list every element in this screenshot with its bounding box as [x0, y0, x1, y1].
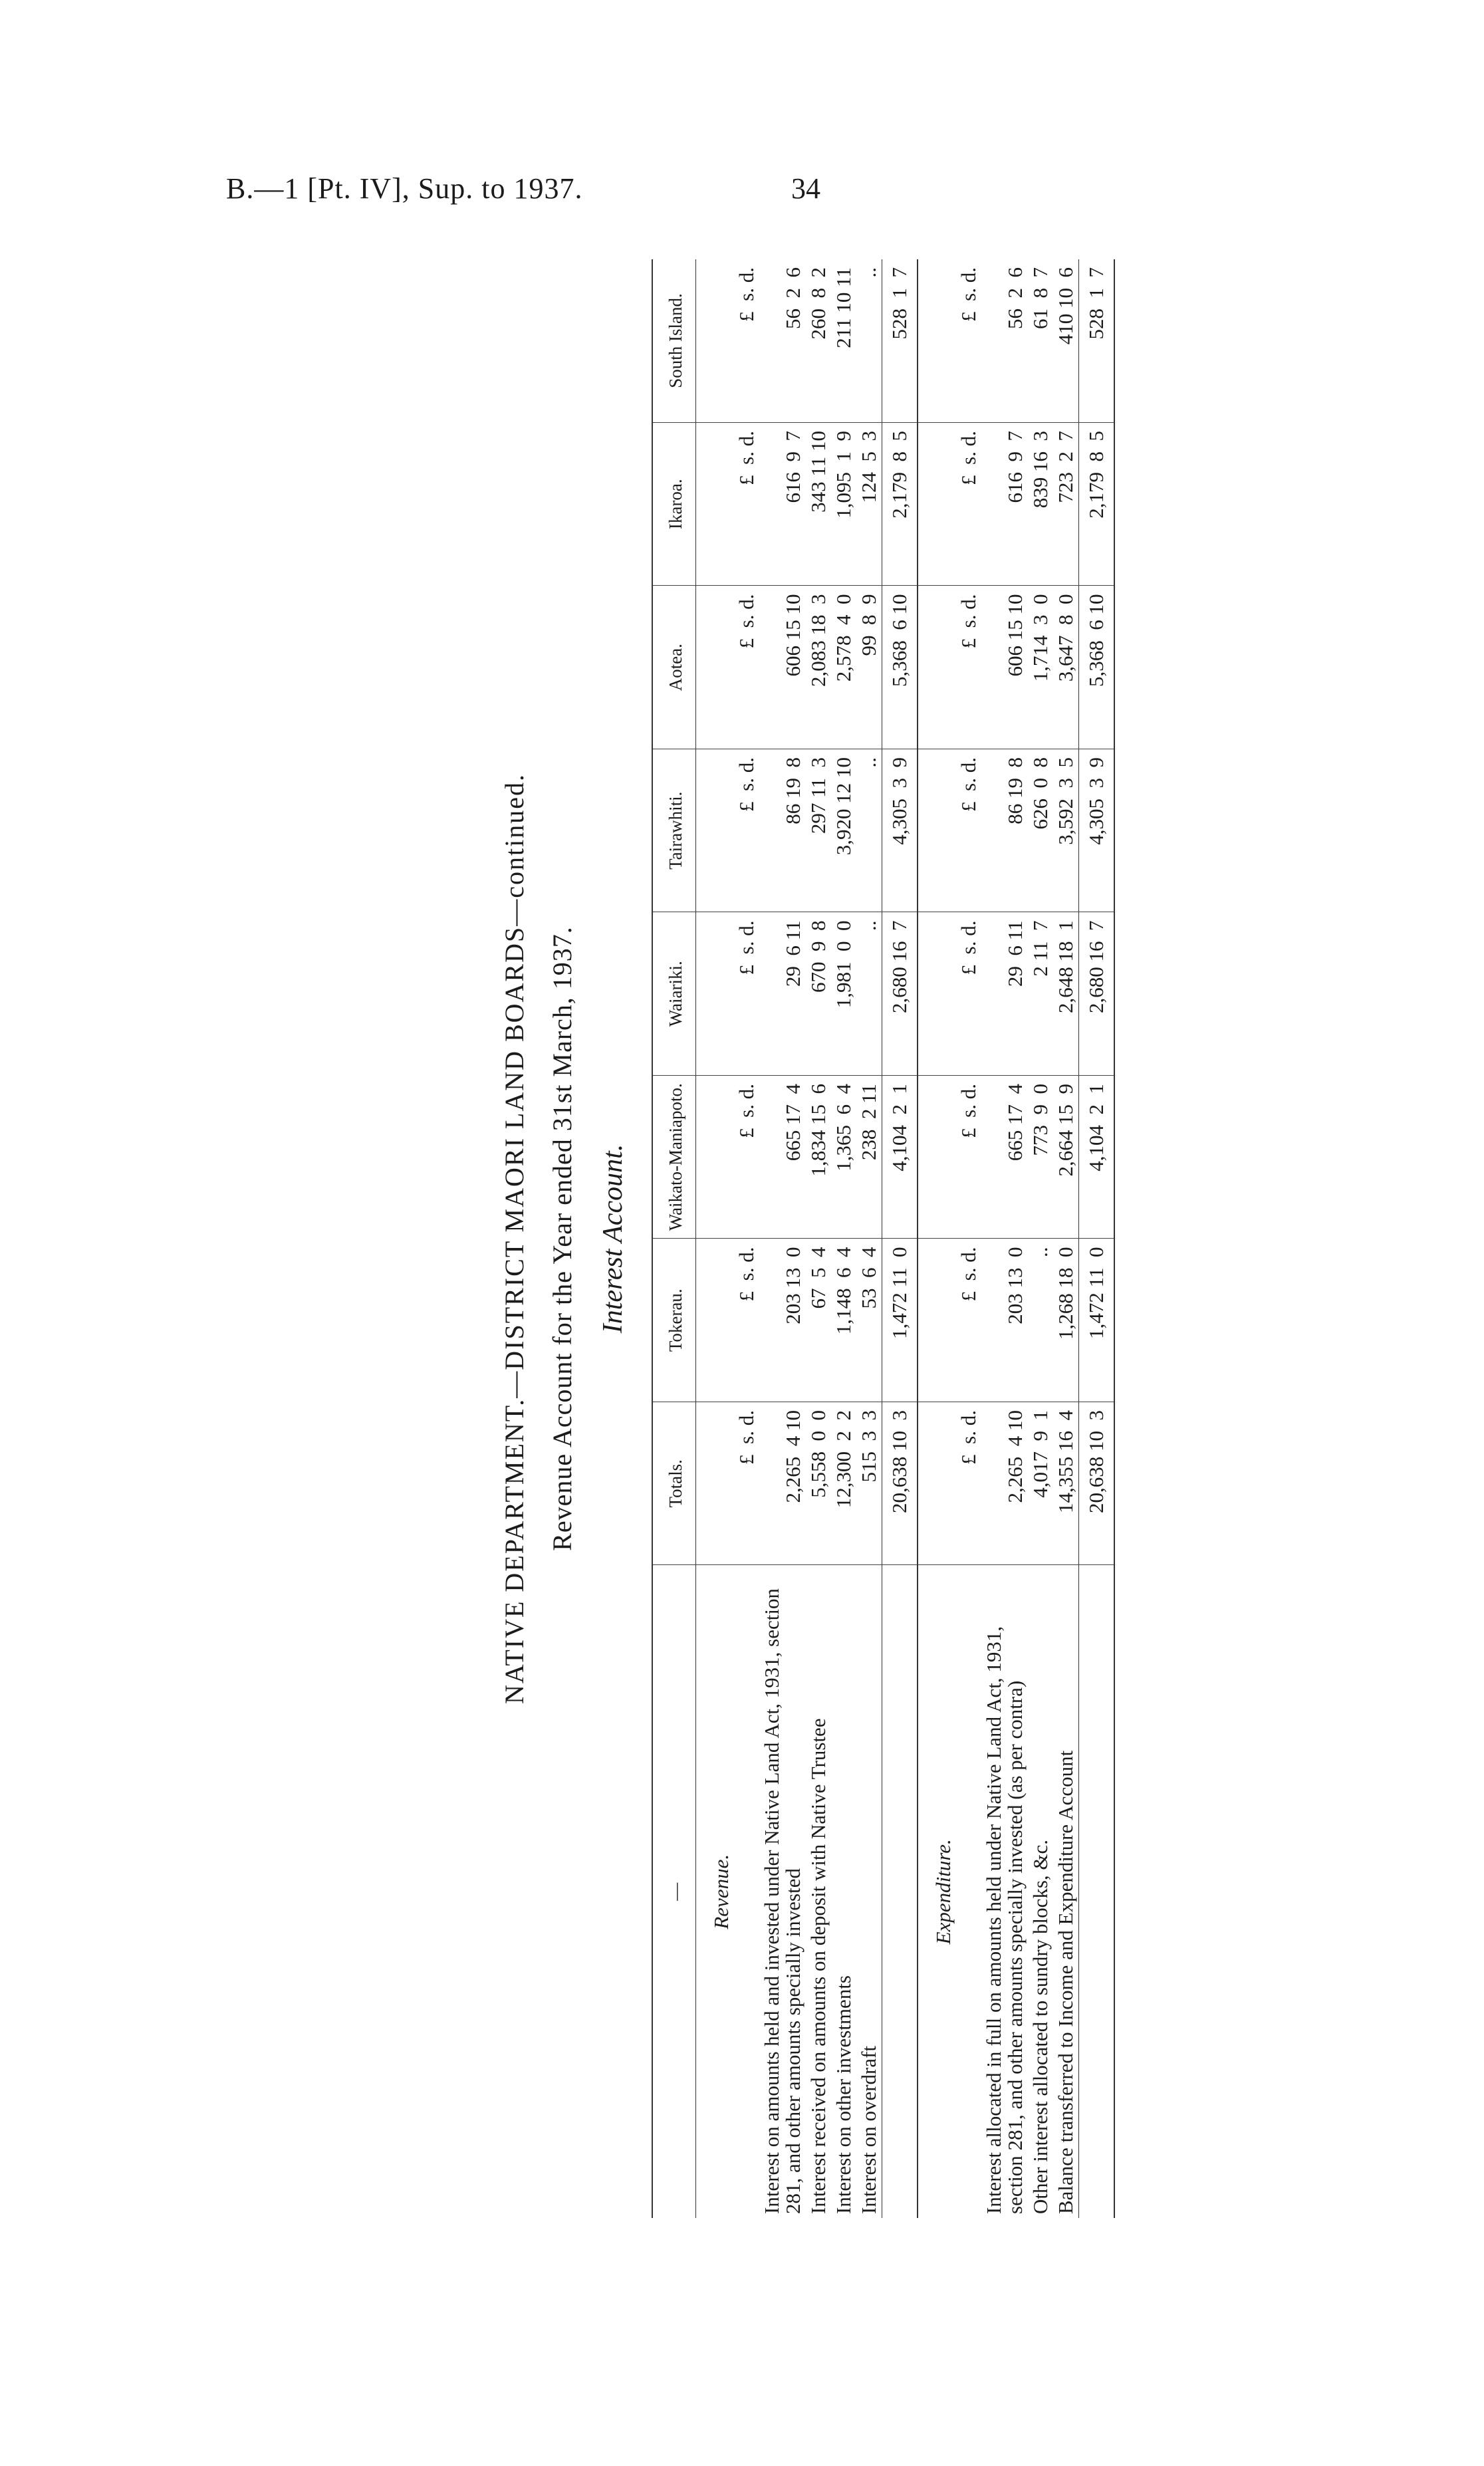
cell-value: 2,265 4 10	[981, 1402, 1028, 1566]
cell-value: 1,714 3 0	[1028, 586, 1053, 749]
revenue-total-row	[882, 259, 918, 2218]
unit-label: £ s. d.	[734, 1239, 759, 1402]
cell-value: 616 9 7	[759, 423, 806, 586]
cell-value: 2,664 15 9	[1053, 1076, 1079, 1239]
unit-label: £ s. d.	[734, 749, 759, 913]
cell-value: 12,300 2 2	[831, 1402, 856, 1566]
cell-value: 3,592 3 5	[1053, 749, 1079, 913]
cell-value: 203 13 0	[981, 1239, 1028, 1402]
cell-value: ..	[856, 749, 882, 913]
unit-label: £ s. d.	[956, 1239, 981, 1402]
rotated-table-frame	[492, 259, 1108, 2218]
table-row	[981, 259, 1028, 2218]
unit-label: £ s. d.	[734, 586, 759, 749]
unit-label: £ s. d.	[956, 749, 981, 913]
total-value: 2,680 16 7	[1079, 912, 1115, 1076]
cell-value: 1,268 18 0	[1053, 1239, 1079, 1402]
cell-value: 1,981 0 0	[831, 912, 856, 1076]
cell-value: 2 11 7	[1028, 912, 1053, 1076]
cell-value: 2,265 4 10	[759, 1402, 806, 1566]
row-label: Interest allocated in full on amounts held under Native Land Act, 1931, section 281, and other amounts specially invested (as per contra)	[982, 1626, 1027, 2214]
cell-value: 839 16 3	[1028, 423, 1053, 586]
cell-value: 86 19 8	[759, 749, 806, 913]
revenue-heading: Revenue.	[709, 1854, 733, 1929]
cell-value: 665 17 4	[981, 1076, 1028, 1239]
table-row	[856, 259, 882, 2218]
column-header-south-island: South Island.	[652, 259, 696, 423]
revenue-heading-row	[696, 259, 735, 2218]
total-value: 20,638 10 3	[1079, 1402, 1115, 1566]
interest-account-table	[652, 259, 1115, 2218]
sub-title: Revenue Account for the Year ended 31st March, 1937.	[547, 926, 577, 1551]
cell-value: 211 10 11	[831, 259, 856, 423]
cell-value: ..	[856, 259, 882, 423]
total-value: 1,472 11 0	[882, 1239, 918, 1402]
document-reference: B.—1 [Pt. IV], Sup. to 1937.	[226, 172, 583, 205]
cell-value: 616 9 7	[981, 423, 1028, 586]
cell-value: 5,558 0 0	[806, 1402, 831, 1566]
cell-value: 203 13 0	[759, 1239, 806, 1402]
cell-value: 3,647 8 0	[1053, 586, 1079, 749]
row-label: Interest on overdraft	[857, 2045, 880, 2214]
cell-value: 67 5 4	[806, 1239, 831, 1402]
total-value: 1,472 11 0	[1079, 1239, 1115, 1402]
cell-value: 29 6 11	[981, 912, 1028, 1076]
table-row	[1028, 259, 1053, 2218]
unit-label: £ s. d.	[956, 912, 981, 1076]
cell-value: 99 8 9	[856, 586, 882, 749]
page-header	[226, 172, 851, 211]
cell-value: 723 2 7	[1053, 423, 1079, 586]
row-label: Interest on amounts held and invested under Native Land Act, 1931, section 281, and other amounts specially invested	[760, 1588, 804, 2214]
page-number: 34	[791, 172, 820, 205]
unit-label: £ s. d.	[956, 423, 981, 586]
cell-value: 124 5 3	[856, 423, 882, 586]
cell-value: 2,578 4 0	[831, 586, 856, 749]
total-value: 4,104 2 1	[882, 1076, 918, 1239]
cell-value: 2,648 18 1	[1053, 912, 1079, 1076]
units-row	[956, 259, 981, 2218]
total-value: 2,179 8 5	[882, 423, 918, 586]
unit-label: £ s. d.	[734, 259, 759, 423]
cell-value: 670 9 8	[806, 912, 831, 1076]
unit-label: £ s. d.	[956, 586, 981, 749]
table-row	[1053, 259, 1079, 2218]
unit-label: £ s. d.	[956, 1076, 981, 1239]
cell-value: 773 9 0	[1028, 1076, 1053, 1239]
expenditure-total-row	[1079, 259, 1115, 2218]
unit-label: £ s. d.	[734, 912, 759, 1076]
cell-value: 4,017 9 1	[1028, 1402, 1053, 1566]
column-header-ikaroa: Ikaroa.	[652, 423, 696, 586]
cell-value: 238 2 11	[856, 1076, 882, 1239]
total-value: 528 1 7	[882, 259, 918, 423]
cell-value: 626 0 8	[1028, 749, 1053, 913]
cell-value: 3,920 12 10	[831, 749, 856, 913]
cell-value: 1,834 15 6	[806, 1076, 831, 1239]
total-value: 4,305 3 9	[1079, 749, 1115, 913]
row-label: Other interest allocated to sundry blocks, &c.	[1029, 1839, 1052, 2214]
total-value: 2,680 16 7	[882, 912, 918, 1076]
column-header-waikato-maniapoto: Waikato-Maniapoto.	[652, 1076, 696, 1239]
row-label: Balance transferred to Income and Expenditure Account	[1054, 1750, 1077, 2214]
cell-value: 1,148 6 4	[831, 1239, 856, 1402]
cell-value: 14,355 16 4	[1053, 1402, 1079, 1566]
total-value: 2,179 8 5	[1079, 423, 1115, 586]
column-header-waiariki: Waiariki.	[652, 912, 696, 1076]
unit-label: £ s. d.	[956, 1402, 981, 1566]
cell-value: 2,083 18 3	[806, 586, 831, 749]
unit-label: £ s. d.	[956, 259, 981, 423]
total-value: 20,638 10 3	[882, 1402, 918, 1566]
units-row	[734, 259, 759, 2218]
cell-value: 56 2 6	[981, 259, 1028, 423]
total-value: 5,368 6 10	[882, 586, 918, 749]
expenditure-heading-row	[918, 259, 956, 2218]
column-header-tokerau: Tokerau.	[652, 1239, 696, 1402]
cell-value: ..	[856, 912, 882, 1076]
cell-value: 1,095 1 9	[831, 423, 856, 586]
cell-value: 1,365 6 4	[831, 1076, 856, 1239]
cell-value: ..	[1028, 1239, 1053, 1402]
row-label: Interest received on amounts on deposit with Native Trustee	[806, 1718, 830, 2214]
account-title: Interest Account.	[598, 1144, 628, 1334]
cell-value: 410 10 6	[1053, 259, 1079, 423]
cell-value: 606 15 10	[759, 586, 806, 749]
total-value: 4,104 2 1	[1079, 1076, 1115, 1239]
table-row	[806, 259, 831, 2218]
total-value: 528 1 7	[1079, 259, 1115, 423]
cell-value: 260 8 2	[806, 259, 831, 423]
main-title: NATIVE DEPARTMENT.—DISTRICT MAORI LAND BOARDS—continued.	[499, 773, 529, 1704]
cell-value: 297 11 3	[806, 749, 831, 913]
unit-label: £ s. d.	[734, 1402, 759, 1566]
cell-value: 86 19 8	[981, 749, 1028, 913]
cell-value: 56 2 6	[759, 259, 806, 423]
column-header-row	[652, 259, 696, 2218]
cell-value: 343 11 10	[806, 423, 831, 586]
unit-label: £ s. d.	[734, 1076, 759, 1239]
cell-value: 515 3 3	[856, 1402, 882, 1566]
total-value: 5,368 6 10	[1079, 586, 1115, 749]
table-row	[831, 259, 856, 2218]
table-row	[759, 259, 806, 2218]
cell-value: 53 6 4	[856, 1239, 882, 1402]
column-header-tairawhiti: Tairawhiti.	[652, 749, 696, 913]
cell-value: 606 15 10	[981, 586, 1028, 749]
column-header-totals: Totals.	[652, 1402, 696, 1566]
cell-value: 29 6 11	[759, 912, 806, 1076]
unit-label: £ s. d.	[734, 423, 759, 586]
column-header-description: —	[652, 1565, 696, 2218]
table-titles	[492, 259, 652, 2218]
cell-value: 665 17 4	[759, 1076, 806, 1239]
total-value: 4,305 3 9	[882, 749, 918, 913]
cell-value: 61 8 7	[1028, 259, 1053, 423]
expenditure-heading: Expenditure.	[931, 1839, 955, 1945]
row-label: Interest on other investments	[832, 1975, 855, 2214]
column-header-aotea: Aotea.	[652, 586, 696, 749]
